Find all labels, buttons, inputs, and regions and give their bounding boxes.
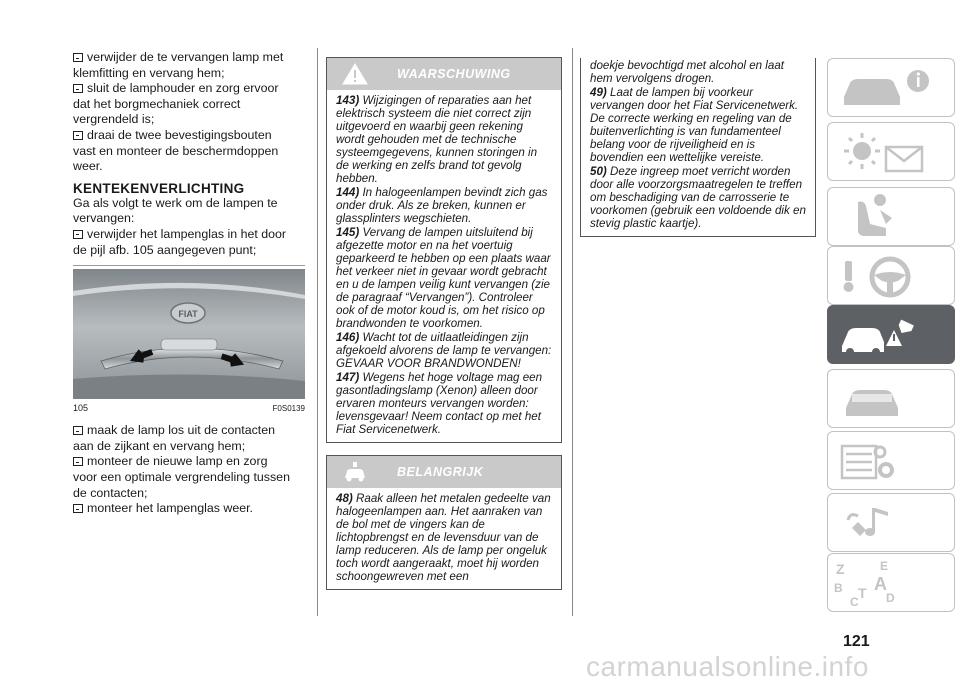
warning-box — [326, 57, 562, 443]
sun-envelope-icon — [828, 123, 956, 182]
svg-text:D: D — [886, 591, 895, 605]
important-item: 50) Deze ingreep moet verricht worden door alle voorzorgsmaatregelen te treffen om beschadiging van de carrosserie te voorkomen (gebruik een voldoende dik en stevig plastic kaartje). — [590, 165, 806, 230]
bullet-item: verwijder het lampenglas in het door de pijl afb. 105 aangegeven punt; — [73, 226, 287, 257]
column-divider — [572, 48, 573, 616]
sidebar-item-car-info[interactable] — [827, 58, 955, 117]
column-1 — [73, 50, 305, 517]
column-3 — [580, 58, 816, 237]
important-title: BELANGRIJK — [397, 465, 484, 479]
important-box-continued — [580, 58, 816, 237]
warning-triangle-icon — [335, 58, 375, 90]
continued-body — [581, 58, 815, 236]
column-2 — [326, 57, 562, 590]
bullet-item: verwijder de te vervangen lamp met klemfitting en vervang hem; — [73, 50, 284, 80]
square-bullet-icon — [73, 53, 83, 62]
seat-airbag-icon — [828, 188, 956, 247]
important-item: 48) Raak alleen het metalen gedeelte van halogeenlampen aan. Het aanraken van de bol met de vingers kan de lichtopbrengst en de levensduur van de lamp reduceren. Als de lamp per ongeluk toch wordt aangeraakt, moet hij worden schoongewreven met een — [336, 492, 551, 583]
important-item: 49) Laat de lampen bij voorkeur vervangen door het Fiat Servicenetwerk. De correcte werking en regeling van de buitenverlichting is van fundamenteel belang voor de rijveiligheid en is bovendien een wettelijke vereiste. — [590, 86, 799, 164]
column-divider — [317, 48, 318, 616]
square-bullet-icon — [73, 457, 83, 466]
bullet-item: sluit de lamphouder en zorg ervoor dat het borgmechaniek correct vergrendeld is; — [73, 81, 279, 127]
svg-text:C: C — [850, 595, 859, 609]
warning-item: 143) Wijzigingen of reparaties aan het elektrisch systeem die niet correct zijn uitgevoerd en waarbij geen rekening wordt gehouden met de technische systeemgegevens, kunnen storingen in de werking en zelfs brand tot gevolg hebben. — [336, 94, 538, 185]
steering-wheel-icon — [828, 247, 956, 306]
sidebar-item-index[interactable] — [827, 553, 955, 612]
svg-text:B: B — [834, 581, 843, 595]
figure-code: F0S0139 — [272, 404, 305, 414]
square-bullet-icon — [73, 230, 83, 239]
important-body — [327, 488, 561, 589]
svg-text:Z: Z — [836, 561, 845, 577]
fiat-badge: FIAT — [178, 309, 198, 320]
sidebar-item-technical-data[interactable] — [827, 431, 955, 490]
figure-number: 105 — [73, 403, 89, 414]
warning-item: 146) Wacht tot de uitlaatleidingen zijn afgekoeld alvorens de lamp te vervangen: GEVAAR VOOR BRANDWONDEN! — [336, 331, 552, 370]
sidebar-item-lights-messages[interactable] — [827, 122, 955, 181]
sidebar-item-multimedia[interactable] — [827, 493, 955, 552]
car-warning-triangle-icon — [828, 306, 956, 365]
watermark: carmanualsonline.info — [586, 651, 869, 682]
sidebar-item-emergency[interactable] — [827, 305, 955, 364]
square-bullet-icon — [73, 131, 83, 140]
page-number: 121 — [843, 633, 870, 650]
figure-105 — [73, 265, 305, 415]
car-info-icon — [828, 59, 956, 118]
warning-item: 147) Wegens het hoge voltage mag een gasontladingslamp (Xenon) alleen door ervaren monteurs vervangen worden: levensgevaar! Neem contact op met het Fiat Servicenetwerk. — [336, 371, 543, 436]
bullet-item: maak de lamp los uit de contacten aan de zijkant en vervang hem; — [73, 423, 276, 453]
warning-body — [327, 90, 561, 442]
bullet-item: monteer de nieuwe lamp en zorg voor een optimale vergrendeling tussen de contacten; — [73, 454, 290, 500]
square-bullet-icon — [73, 504, 83, 513]
svg-text:T: T — [858, 585, 867, 601]
warning-title: WAARSCHUWING — [397, 67, 511, 81]
phone-music-icon — [828, 494, 956, 553]
intro-text: Ga als volgt te werk om de lampen te vervangen: — [73, 195, 278, 226]
sidebar-item-maintenance[interactable] — [827, 369, 955, 428]
square-bullet-icon — [73, 426, 83, 435]
warning-header — [327, 58, 561, 90]
important-box — [326, 455, 562, 590]
alphabet-index-icon — [828, 554, 956, 613]
warning-item: 145) Vervang de lampen uitsluitend bij afgezette motor en na het voertuig geparkeerd te hebben op een plaats waar het verkeer niet in gevaar wordt gebracht en u de lampen veilig kunt vervangen (zie de paragraaf “Vervangen”). Controleer ook of de motor koud is, om het risico op brandwonden te voorkomen. — [336, 226, 551, 330]
important-header — [327, 456, 561, 488]
section-heading: KENTEKENVERLICHTING — [73, 180, 245, 196]
square-bullet-icon — [73, 84, 83, 93]
sidebar-item-starting-driving[interactable] — [827, 246, 955, 305]
list-gears-icon — [828, 432, 956, 491]
continued-lead: doekje bevochtigd met alcohol en laat hem vervolgens drogen. — [590, 59, 785, 85]
bullet-item: draai de twee bevestigingsbouten vast en monteer de beschermdoppen weer. — [73, 127, 279, 174]
car-service-icon — [828, 370, 956, 429]
bullet-item: monteer het lampenglas weer. — [73, 501, 305, 517]
bottom-bullets — [73, 423, 305, 517]
car-hand-icon — [335, 456, 375, 488]
warning-item: 144) In halogeenlampen bevindt zich gas onder druk. Als ze breken, kunnen er glassplinters wegschieten. — [336, 186, 548, 225]
svg-text:A: A — [874, 574, 887, 594]
tailgate-photo — [73, 269, 305, 399]
svg-text:E: E — [880, 559, 889, 573]
sidebar-item-safety[interactable] — [827, 187, 955, 246]
